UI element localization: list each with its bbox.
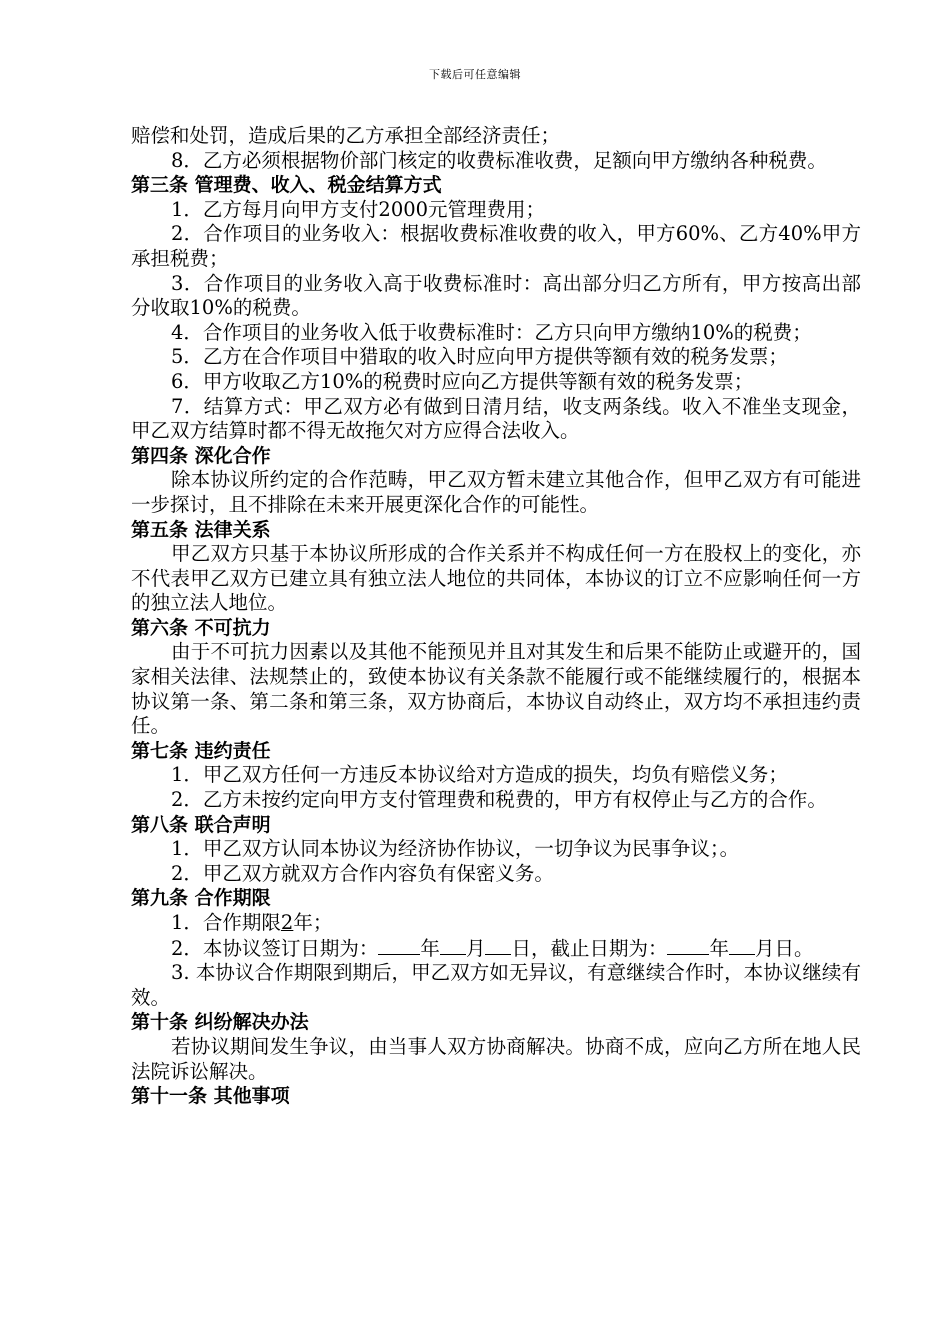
clause-item-dates (131, 936, 861, 962)
clause-item: 2．乙方未按约定向甲方支付管理费和税费的，甲方有权停止与乙方的合作。 (171, 788, 827, 812)
clause-item: 2．甲乙双方就双方合作内容负有保密义务。 (171, 861, 554, 885)
article-heading: 第九条 合作期限 (131, 887, 271, 910)
clause-item: 4．合作项目的业务收入低于收费标准时：乙方只向甲方缴纳10%的税费； (171, 320, 812, 344)
clause-item: 1．乙方每月向甲方支付2000元管理费用； (171, 197, 546, 221)
paragraph: 由于不可抗力因素以及其他不能预见并且对其发生和后果不能防止或避开的，国家相关法律、法规禁止的，致使本协议有关条款不能履行或不能继续履行的，根据本协议第一条、第二条和第三条，双方协商后，本协议自动终止，双方均不承担违约责任。 (131, 640, 861, 738)
term-label: 1．合作期限 (171, 911, 281, 934)
article-heading: 第八条 联合声明 (131, 813, 271, 836)
article-heading: 第十条 纠纷解决办法 (131, 1011, 309, 1034)
article-heading: 第七条 违约责任 (131, 739, 271, 762)
term-unit: 年； (293, 911, 333, 934)
sign-year-blank (378, 936, 420, 955)
end-date-label: 日，截止日期为： (511, 936, 668, 960)
page-header: 下载后可任意编辑 (429, 68, 521, 81)
clause-item: 6．甲方收取乙方10%的税费时应向乙方提供等额有效的税务发票； (171, 369, 754, 393)
month-label: 月 (465, 936, 486, 960)
paragraph: 赔偿和处罚，造成后果的乙方承担全部经济责任； (131, 124, 561, 147)
article-heading: 第三条 管理费、收入、税金结算方式 (131, 174, 442, 197)
end-month-blank (729, 936, 755, 955)
article-heading: 第十一条 其他事项 (131, 1085, 290, 1108)
clause-item-term (131, 911, 861, 936)
article-heading: 第五条 法律关系 (131, 518, 271, 541)
sign-date-label: 2．本协议签订日期为： (171, 936, 379, 960)
clause-item: 8．乙方必须根据物价部门核定的收费标准收费，足额向甲方缴纳各种税费。 (171, 148, 827, 172)
document-body (131, 124, 861, 1109)
sign-month-blank (440, 936, 466, 955)
clause-item: 3. 本协议合作期限到期后，甲乙双方如无异议，有意继续合作时，本协议继续有效。 (131, 961, 861, 1009)
clause-item: 2．合作项目的业务收入：根据收费标准收费的收入，甲方60%、乙方40%甲方承担税费； (131, 222, 861, 270)
clause-item: 1．甲乙双方认同本协议为经济协作协议，一切争议为民事争议；。 (171, 837, 740, 861)
term-years-value: 2 (280, 911, 294, 934)
paragraph: 若协议期间发生争议，由当事人双方协商解决。协商不成，应向乙方所在地人民法院诉讼解决。 (131, 1034, 861, 1083)
day-label: 日。 (774, 936, 814, 960)
clause-item: 5．乙方在合作项目中猎取的收入时应向甲方提供等额有效的税务发票； (171, 345, 788, 369)
article-heading: 第六条 不可抗力 (131, 616, 271, 639)
year-label: 年 (420, 936, 440, 960)
paragraph: 甲乙双方只基于本协议所形成的合作关系并不构成任何一方在股权上的变化，亦不代表甲乙双方已建立具有独立法人地位的共同体，本协议的订立不应影响任何一方的独立法人地位。 (131, 542, 861, 615)
clause-item: 1．甲乙双方任何一方违反本协议给对方造成的损失，均负有赔偿义务； (171, 763, 788, 787)
clause-item: 7．结算方式：甲乙双方必有做到日清月结，收支两条线。收入不准坐支现金，甲乙双方结算时都不得无故拖欠对方应得合法收入。 (131, 394, 861, 443)
end-year-blank (667, 936, 709, 955)
paragraph: 除本协议所约定的合作范畴，甲乙双方暂未建立其他合作，但甲乙双方有可能进一步探讨，且不排除在未来开展更深化合作的可能性。 (131, 468, 861, 516)
sign-day-blank (485, 936, 511, 955)
month-label: 月 (754, 936, 775, 960)
clause-item: 3．合作项目的业务收入高于收费标准时：高出部分归乙方所有，甲方按高出部分收取10%的税费。 (131, 271, 861, 320)
year-label: 年 (709, 936, 729, 960)
article-heading: 第四条 深化合作 (131, 444, 271, 467)
